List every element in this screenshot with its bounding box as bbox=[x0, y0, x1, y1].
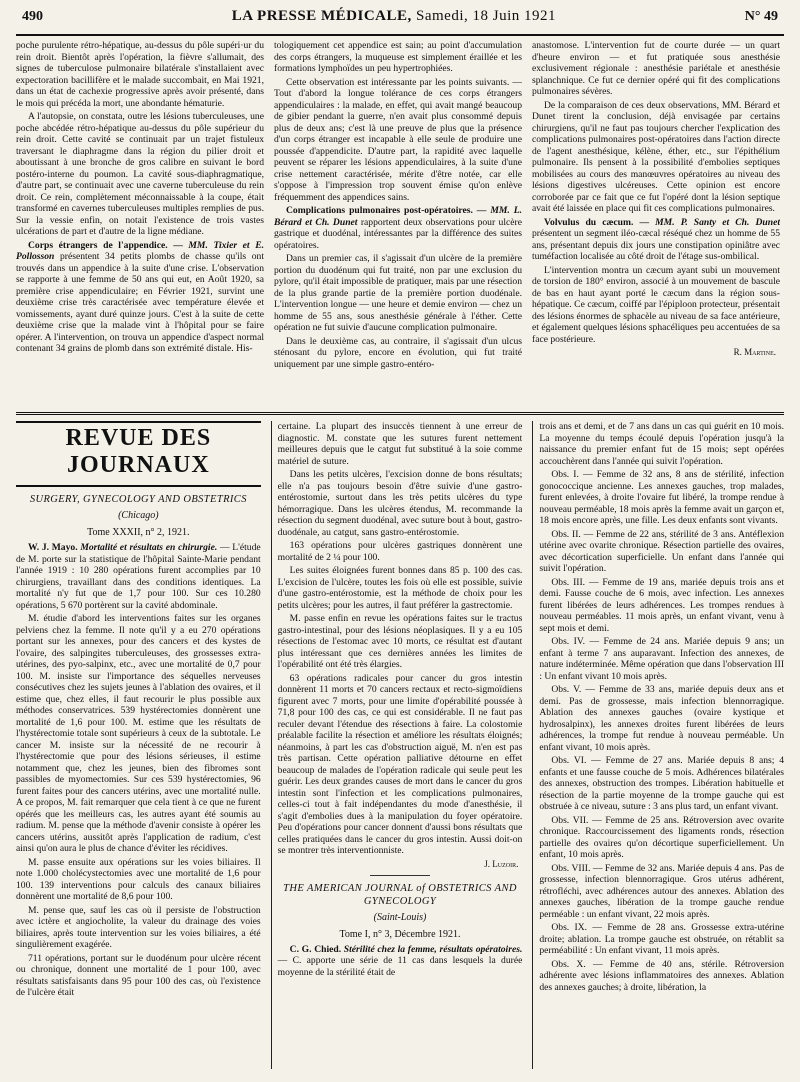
issue-number: N° 49 bbox=[744, 9, 778, 24]
paragraph-text: — C. apporte une série de 11 cas dans lesquels la durée moyenne de la stérilité était de bbox=[277, 955, 523, 978]
paragraph: Dans les petits ulcères, l'excision donne de bons résultats; elle n'a pas toujours besoin d'être suivie d'une gastro-entérostomie, surtout dans les très petits ulcères du type hémorragique. Dans les ulcères étendus, M. recommande la résection du segment duodénal, avec suture bout à bout, gastro-duodénale, au catgut, sans gastro-entérostomie. bbox=[277, 469, 523, 538]
observation: Obs. X. — Femme de 40 ans, stérile. Rétroversion adhérente avec lésions inflammatoires des annexes. Ablation des annexes gauches; à droite, libération, la bbox=[539, 958, 785, 993]
authors: MM. P. Santy et Ch. Dunet bbox=[655, 216, 780, 228]
paragraph-text: présentent un segment iléo-cæcal réséqué chez un homme de 55 ans, présentant depuis dix jours une constipation opiniâtre avec tuméfaction localisée au côté droit de l'étage sus-ombilical. bbox=[532, 228, 780, 262]
paragraph bbox=[274, 205, 522, 251]
paragraph bbox=[532, 217, 780, 263]
paragraph bbox=[16, 542, 261, 611]
journal-city: (Chicago) bbox=[118, 510, 159, 521]
authors: MM. Tixier et E. Pollosson bbox=[16, 239, 264, 262]
observation: Obs. I. — Femme de 32 ans, 8 ans de stérilité, infection gonococcique ancienne. Les annexes gauches, trop malades, furent enlevées, à droite l'ovaire fut libéré, la trompe rendue à nouveau perméable, 18 mois après la femme avait un garçon et, 18 mois encore après, une fille. Les deux enfants sont vivants. bbox=[539, 469, 785, 526]
observation: Obs. III. — Femme de 19 ans, mariée depuis trois ans et demi. Fausse couche de 6 mois, avec infection. Les annexes furent libérées de leurs adhérences. Les trompes rendues à nouveau perméables. 11 mois après, un enfant vivant, venu à sept mois et demi. bbox=[539, 576, 785, 634]
paragraph: 163 opérations pour ulcères gastriques donnèrent une mortalité de 2 ¼ pour 100. bbox=[277, 540, 523, 563]
section-divider bbox=[16, 412, 784, 415]
issue-date: Samedi, 18 Juin 1921 bbox=[416, 8, 556, 24]
paragraph-text: — L'étude de M. porte sur la statistique de l'hôpital Sainte-Marie pendant l'année 1919 : 10 280 opérations furent accomplies par 10 chirurgiens, travaillant dans des conditions identiques. La mortalité n'y fut que de 1,7 pour 100. Sur ces 10.280 opérations, 5 670 portèrent sur la cavité abdominale. bbox=[16, 542, 261, 611]
paragraph: L'intervention montra un cæcum ayant subi un mouvement de torsion de 180° environ, associé à un mouvement de bascule de bas en haut ayant porté le cæcum dans la région sous-hépatique. Ce cæcum, coiffé par l'épiploon protecteur, présentait des lésions énormes de sphacèle au niveau de sa face antérieure, et également quelques lésions sphacéliques peu accentuées de sa face postérieure. bbox=[532, 264, 780, 345]
observation: Obs. IX. — Femme de 28 ans. Grossesse extra-utérine droite; ablation. La trompe gauche est obstruée, on rétablit sa perméabilité : Un enfant vivant, 11 mois après. bbox=[539, 922, 785, 956]
paragraph: Dans un premier cas, il s'agissait d'un ulcère de la première portion du duodénum qui fut traité, non par une exclusion du pylore, qu'il était impossible de pratiquer, mais par une résection de la plus grande partie de la première portion duodénale. L'intervention longue — une heure et demie environ — chez un homme de 55 ans, sous anesthésie générale à l'éther. Cette opération ne fut suivie d'aucune complication pulmonaire. bbox=[274, 253, 522, 333]
revue-column-2 bbox=[271, 421, 523, 1069]
observation: Obs. II. — Femme de 22 ans, stérilité de 3 ans. Antéflexion utérine avec ovarite chronique. Résection partielle des ovaires, avec décortication superficielle. Un enfant dans l'année qui suivit l'opération. bbox=[539, 528, 785, 574]
observation: Obs. VIII. — Femme de 32 ans. Mariée depuis 4 ans. Pas de grossesse, infection blennorragique. Gros utérus adhérent, rétrofléchi, avec adhérences autour des annexes. Ablation des annexes gauches, libération de la trompe gauche rendue perméable : un enfant vivant, 22 mois après. bbox=[539, 862, 785, 920]
entry-title: Stérilité chez la femme, résultats opératoires. bbox=[343, 943, 523, 955]
journal-name: SURGERY, GYNECOLOGY AND OBSTETRICS bbox=[29, 494, 247, 505]
paragraph: anastomose. L'intervention fut de courte durée — un quart d'heure environ — et fut pratiquée sous anesthésie exclusivement régionale : anesthésie pariétale et anesthésie splanchnique. Ce fut ce dernier opéré qui fit des complications pulmonaires sévères. bbox=[532, 40, 780, 97]
journal-tome: Tome I, n° 3, Décembre 1921. bbox=[339, 928, 461, 940]
journal-tome: Tome XXXII, n° 2, 1921. bbox=[87, 527, 190, 538]
paragraph: tologiquement cet appendice est sain; au point d'accumulation des corps étrangers, la muqueuse est simplement éraillée et les formations lymphoïdes un peu hypertrophiées. bbox=[274, 40, 522, 74]
paragraph-text: rapportent deux observations pour ulcère gastrique et duodénal, intéressantes par la différence des suites opératoires. bbox=[274, 216, 522, 251]
observation: Obs. VII. — Femme de 25 ans. Rétroversion avec ovarite chronique. Raccourcissement des ligaments ronds, résection partielle des ovaires qu'on décortique superficiellement. Un enfant, 10 mois après. bbox=[539, 814, 785, 860]
paragraph: A l'autopsie, on constata, outre les lésions tuberculeuses, une poche abcédée rétro-hépatique au-dessus du pôle supérieur du rein droit. Cette cavité se continuait par un trajet fistuleux traversant le diaphragme dans la région du pilier droit et aboutissant à une bronche de gros calibre en suivant le bord postéro-interne du poumon. La cavité sous-diaphragmatique, d'autre part, se continuait avec une caverne tuberculeuse du rein droit. Ce rein, complètement méconnaissable à la coupe, était transformé en cavernes tuberculeuses multiples remplies de pus. Sur la vessie enfin, on notait l'existence de trois vastes ulcérations de part et d'autre de la ligne médiane. bbox=[16, 111, 264, 237]
paragraph bbox=[16, 240, 264, 355]
paragraph-text: présentent 34 petits plombs de chasse qu'ils ont trouvés dans un appendice à la suite d'une crise. L'observation se rapporte à une femme de 50 ans qui eut, en Août 1920, sa première crise appendiculaire; en Février 1921, survint une deuxième crise très caractérisée avec température élevée et vomissements, ayant duré quinze jours. C'est à la suite de cette deuxième crise que la malade vint à l'hôpital pour se faire opérer. A l'intervention, on trouva un appendice d'aspect normal contenant 34 grains de plomb dans son extrémité distale. His- bbox=[16, 251, 264, 354]
top-section bbox=[16, 40, 784, 410]
section-heading: Corps étrangers de l'appendice. — bbox=[28, 239, 183, 251]
journal-name: THE AMERICAN JOURNAL of OBSTETRICS AND GYNECOLOGY bbox=[283, 882, 517, 907]
page-header bbox=[16, 8, 784, 36]
paragraph: certaine. La plupart des insuccès tiennent à une erreur de diagnostic. M. constate que les sutures furent nettement meilleures depuis que le catgut fut substitué à la soie comme matériel de suture. bbox=[277, 421, 523, 467]
paragraph: M. pense que, sauf les cas où il persiste de l'obstruction avec ictère et angiocholite, la valeur du drainage des voies biliaires, après toute intervention sur les voies biliaires, a été singulièrement exagérée. bbox=[16, 904, 261, 950]
top-column-3 bbox=[532, 40, 780, 410]
journal-name: LA PRESSE MÉDICALE, bbox=[231, 8, 412, 24]
paragraph: poche purulente rétro-hépatique, au-dessus du pôle supéri·ur du rein droit. Bientôt après l'opération, la fièvre s'allumait, des signes de tuberculose pulmonaire bilatérale s'installaient avec expectoration bacillifère et le malade succombait, en Mai 1921, dans un état de cachexie progressive après avoir présenté, dans le mois qui précéda la mort, une abondante hématurie. bbox=[16, 40, 264, 109]
entry-title: Mortalité et résultats en chirurgie. bbox=[80, 542, 218, 553]
paragraph: M. passe ensuite aux opérations sur les voies biliaires. Il note 1.000 cholécystectomies avec une mortalité de 1,6 pour 100. 139 interventions pour calculs des canaux biliaires donnèrent une mortalité de 8,6 pour 100. bbox=[16, 856, 261, 902]
journal-title bbox=[232, 8, 556, 25]
observation: Obs. V. — Femme de 33 ans, mariée depuis deux ans et demi. Pas de grossesse, mais infection blennorragique. Ablation des annexes gauches (ovaire kystique et hydrosalpinx), les annexes droites furent libérées de leurs adhérences, la trompe fut rendue à nouveau perméable. Un enfant vivant, 10 mois après. bbox=[539, 684, 785, 753]
section-heading: Complications pulmonaires post-opératoires. — bbox=[286, 205, 487, 216]
revue-column-1 bbox=[16, 421, 261, 1069]
paragraph: Les suites éloignées furent bonnes dans 85 p. 100 des cas. L'excision de l'ulcère, toutes les fois où elle est possible, suivie d'une gastro-entérostomie, est la méthode de choix pour les petits ulcères; pour les autres, il faut préférer la gastrectomie. bbox=[277, 565, 523, 611]
authors: MM. L. Bérard et Ch. Dunet bbox=[274, 205, 522, 228]
signature: R. Martine. bbox=[733, 347, 776, 357]
top-column-1 bbox=[16, 40, 264, 410]
observation: Obs. IV. — Femme de 24 ans. Mariée depuis 9 ans; un enfant à terme 7 ans auparavant. Infection des annexes, de nature indéterminée. Même opération que dans l'observation III : Un enfant vivant 10 mois après. bbox=[539, 636, 785, 682]
paragraph: 711 opérations, portant sur le duodénum pour ulcère récent ou chronique, donnent une mortalité de 1 pour 100, avec résultats satisfaisants dans 95 pour 100 des cas, où l'existence de l'ulcère était bbox=[16, 952, 261, 998]
top-column-2 bbox=[274, 40, 522, 410]
paragraph bbox=[278, 944, 523, 979]
paragraph: Dans le deuxième cas, au contraire, il s'agissait d'un ulcus sténosant du pylore, encore en évolution, qui fut traité uniquement par une simple gastro-entéro- bbox=[274, 335, 522, 370]
paragraph: M. étudie d'abord les interventions faites sur les organes pelviens chez la femme. Il note qu'il y a eu 270 opérations portant sur les annexes, pour des cancers et des kystes de l'ovaire, des salpingites tuberculeuses, des grossesses extra-utérines, des pyo-salpinx, etc., avec une mortalité de 0,7 pour 100. M. insiste sur l'importance des séquelles nerveuses consécutives chez les sujets jeunes à l'ablation des ovaires, et il estime que, chez elles, il faut recourir le plus possible aux méthodes conservatrices. 539 hystérectomies donnèrent une mortalité de 1,6 pour 100. M. estime que les résultats de l'hystérectomie totale sont supérieurs à ceux de la subtotale. Le cancer M. insiste sur la nécessité de ne recourir à l'hystérectomie que pour des lésions sérieuses, il estime notamment que, chez les jeunes, bien des fibromes sont passibles de myomectomies. Sur ces 539 hystérectomies, 96 furent faites pour des cancers utérins, avec une mortalité nulle. A ce propos, M. fait remarquer que cela tient à ce que ne furent opérés que les meilleurs cas, les autres ayant été soumis au radium. M. pense que la méthode d'avenir consiste à opérer les cancers utérins, aussitôt après l'application de radium, c'est ainsi qu'on aura le plus de chance d'éviter les récidives. bbox=[16, 613, 261, 854]
revue-title: REVUE DES JOURNAUX bbox=[16, 421, 261, 487]
paragraph: 63 opérations radicales pour cancer du gros intestin donnèrent 11 morts et 70 cancers rectaux et recto-sigmoïdiens figurent avec 7 morts, pour une limite d'opérabilité poussée à 71,8 pour 100 des cas, ce qui est considérable. Il ne faut pas reculer devant l'étendue des résections à faire. La colostomie préalable facilite la résection et améliore les résultats éloignés; néanmoins, à part les cas d'obstruction aiguë, M. n'en est pas très partisan. Cette opération palliative détourne en effet beaucoup de malades de l'opération radicale qui seule peut les guérir. Les deux grandes causes de mort dans le cancer du gros intestin sont l'infection et les complications pulmonaires, celles-ci tout à fait indépendantes du mode d'anesthésie, il s'agit d'embolies dues à la manipulation du foyer opératoire. Peu d'opérations pour cancer donnent d'aussi bons résultats que celles pratiquées dans le cancer du gros intestin. Aussi doit-on se montrer très interventionniste. bbox=[277, 672, 523, 856]
revue-section bbox=[16, 421, 784, 1069]
paragraph: Cette observation est intéressante par les points suivants. — Tout d'abord la longue tolérance de ces corps étrangers appendiculaires : la malade, en effet, qui avait mangé beaucoup de gibier pendant la guerre, n'en avait plus consommé depuis plus de deux ans; c'est là une preuve de plus que la présence d'un corps étranger est incapable à elle seule de produire une poussée d'appendicite. D'autre part, la rapidité avec laquelle peuvent se réparer les lésions appendiculaires, à la suite d'une crise nettement caractérisée, mérite d'être notée, car elle s'oppose à l'impression trop souvent émise qu'on enlève fréquemment des appendices sains. bbox=[274, 76, 522, 203]
revue-column-3 bbox=[532, 421, 784, 1069]
paragraph: De la comparaison de ces deux observations, MM. Bérard et Dunet tirent la conclusion, déjà envisagée par certains chirurgiens, qu'il ne faut pas toujours chercher l'explication des complications pulmonaires post-opératoires dans l'action directe de l'agent anesthésique, kélène, éther, etc., sur l'épithélium pulmonaire. Ils pensent à la possibilité d'embolies septiques mobilisées au cours des manœuvres opératoires au niveau des lésions digestives ulcéreuses. Cette opinion est encore corroborée par ce fait que ce fut l'opéré dont la lésion septique avait été laissée en place qui fit ces complications pulmonaires. bbox=[532, 99, 780, 214]
journal-city: (Saint-Louis) bbox=[373, 911, 427, 923]
page-number: 490 bbox=[22, 9, 43, 24]
section-heading: Volvulus du cæcum. — bbox=[544, 216, 650, 228]
entry-author: C. G. Chied. bbox=[289, 943, 342, 955]
signature: J. Luzoir. bbox=[484, 858, 519, 869]
paragraph: M. passe enfin en revue les opérations faites sur le tractus gastro-intestinal, pour des lésions néoplasiques. Il y a eu 105 résections de l'estomac avec 10 morts, ce résultat est d'autant plus intéressant que ces dernières années les limites de l'opérabilité ont été très élargies. bbox=[277, 613, 523, 670]
entry-author: W. J. Mayo. bbox=[28, 542, 78, 553]
paragraph: trois ans et demi, et de 7 ans dans un cas qui guérit en 10 mois. La moyenne du temps écoulé depuis l'opération jusqu'à la naissance du premier enfant fut de 15 mois; sept opérées accouchèrent dans l'année qui suivit l'opération. bbox=[539, 421, 785, 467]
observation: Obs. VI. — Femme de 27 ans. Mariée depuis 8 ans; 4 enfants et une fausse couche de 5 mois. Adhérences bilatérales des annexes, obstruction des trompes. Libération habituelle et résection de la partie moyenne de la trompe gauche qui est obstruée à ce niveau, suture : 3 ans plus tard, un enfant vivant. bbox=[539, 755, 785, 812]
divider bbox=[370, 875, 430, 876]
